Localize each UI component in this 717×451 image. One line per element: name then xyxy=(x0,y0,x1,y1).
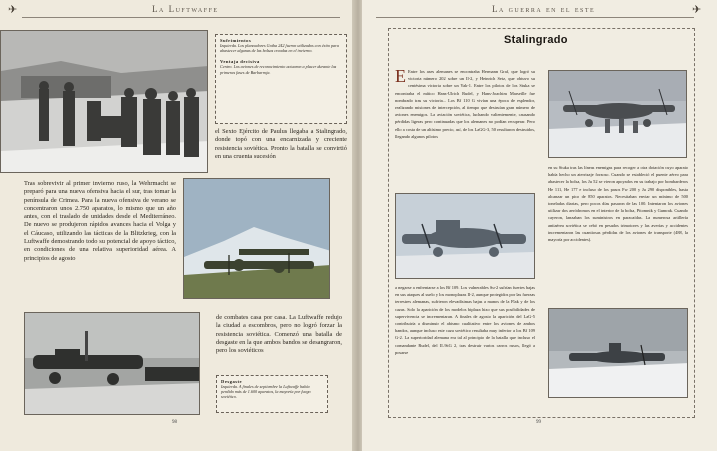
airplane-icon: ✈ xyxy=(692,3,702,16)
photo-soldiers-snow xyxy=(0,30,208,173)
body-text-col1-bottom: a negarse a enfrentarse a los Bf 109. Los vulnerables Su-2 sufrían fuertes bajas en sus ataques al suelo y los monoplazas Il-2, aunque protegidos por las fuerzas terrestres alemanas, sufrieron elevadísimas bajas a manos de la Flak y de los cazas. Solo la aparición de los modelos biplaza hizo que sus posibilidades de supervivencia se incrementaran. A finales de agosto la aparición del LaG-5 contribuiría a disminuir el abismo cualitativo entre los aviones de ambos bandos, aunque incluso este caza soviético resultaba muy inferior a los Bf 109 G-2. La superioridad alemana era tal al principio de la batalla que incluso el comandante Rudel, del II./StG 2, tras destruir varios carros rusos, llegó a posarse xyxy=(395,285,535,355)
sidebar-captions-top xyxy=(215,34,347,124)
caption-text: Centro. Los aviones de reconocimiento actuaron a placer durante las primeras fases de Barbarroja. xyxy=(220,64,337,75)
header-rule xyxy=(376,17,694,18)
photo-reconnaissance-plane xyxy=(24,312,200,415)
body-text-col1-top xyxy=(395,68,535,192)
right-page xyxy=(362,0,717,451)
drop-cap: E xyxy=(395,66,406,86)
body-text-left-column: Tras sobrevivir al primer invierno ruso, la Wehrmacht se preparó para una nueva ofensiva hacia el sur, tras tomar la península de Crimea. Para la nueva ofensiva de verano se concentraron unos 2.750 aparatos, lo mismo que un año antes, con el traslado de unidades desde el Mediterráneo. De nuevo se produjeron rápidos avances hacia el Volga y el Cáucaso, utilizando las tácticas de la Blitzkrieg, con la Luftwaffe demostrando todo su potencial de apoyo táctico, en condiciones de una relativa superioridad aérea. A principios de agosto xyxy=(24,180,176,262)
page-number-left: 98 xyxy=(172,420,177,425)
body-text-right-top: el Sexto Ejército de Paulus llegaba a Stalingrado, donde topó con una encarnizada y creciente resistencia soviética. Pronto la batalla se convirtió en una cruenta sucesión xyxy=(215,128,347,160)
page-number-right: 99 xyxy=(536,420,541,425)
photo-plane-winter-field xyxy=(548,308,688,398)
col1-top-text: Entre los ases alemanes se encontraba Hermann Graf, que logró su victoria número 202 sobre un Il-2, y Heinrich Setz, que obtuvo su centésima victoria sobre un Yak-1. Entre los pilotos de los Stuka se encontraba el mítico Hans-Ulrich Rudel, y Hans-Joachim Marseille fue nombrado tras su victoria... Los Bf 110 G vivían una época de esplendor, realizando misiones de intercepción, al tiempo que destruían gran número de aviones enemigos. La aviación soviética, luchando valientemente, causando pérdidas ligeras pero continuadas que los alemanes no podían recuperar. Pero ello a costa de un altísimo precio, así, de los LaGG-3, 50 resultaron destruidos, llegando algunos pilotos xyxy=(395,69,535,139)
caption-text: Izquierda. A finales de septiembre la Luftwaffe había perdido más de 1.600 aparatos, la mayoría por fuego soviético. xyxy=(221,384,311,400)
running-head-right: La guerra en el este xyxy=(492,4,596,14)
sidebar-caption-bottom xyxy=(216,375,328,413)
photo-bombers-mountain xyxy=(183,178,330,299)
caption-title: Desgaste xyxy=(221,379,243,384)
caption-title: Ventaja decisiva xyxy=(220,59,260,65)
header-rule xyxy=(22,17,340,18)
left-page xyxy=(0,0,354,451)
photo-transport-aircraft xyxy=(395,193,535,279)
article-title: Stalingrado xyxy=(504,34,568,46)
body-text-right-bottom: de combates casa por casa. La Luftwaffe redujo la ciudad a escombros, pero no logró forzar la resistencia soviética. Comenzó una batalla de desgaste en la que ambos bandos se desangraron, pero los soviéticos xyxy=(216,314,342,355)
airplane-icon: ✈ xyxy=(8,3,18,16)
running-head-left: La Luftwaffe xyxy=(152,4,219,14)
caption-text: Izquierda. Los planeadores Gotha 242 fueron utilizados con éxito para abastecer algunas de las bolsas creadas en el invierno. xyxy=(220,43,339,54)
caption-title: Sufrimientos xyxy=(220,38,252,43)
photo-he111-snow xyxy=(548,70,687,158)
body-text-col2: en su Stuka tras las líneas enemigas para recoger a otra dotación cuyo aparato había hecho un aterrizaje forzoso. Cuando se estableció el puente aéreo para abastecer la bolsa, los Ju 52 se vieron apoyados en su trabajo por bombarderos He 111, He 177 e incluso de los pasos Fw 200 y Ju 290 disponibles, hasta alcanzar un pico de 850 aparatos. Necesitaban enviar un mínimo de 500 toneladas diarias, pero pocos días pasaron de las 100. Intentaron los aviones utilizar dos aeródromos en el interior de la bolsa, Pitomnik y Gumrak. Cuando cayeron, lanzaban los suministros en paracaídas. La numerosa artillería antiaérea soviética se cebó en pesados trimotores y las averías y accidentes incrementaron las cuantiosas pérdidas de los aviones de transporte (488, la mayoría por accidentes). xyxy=(548,165,688,243)
